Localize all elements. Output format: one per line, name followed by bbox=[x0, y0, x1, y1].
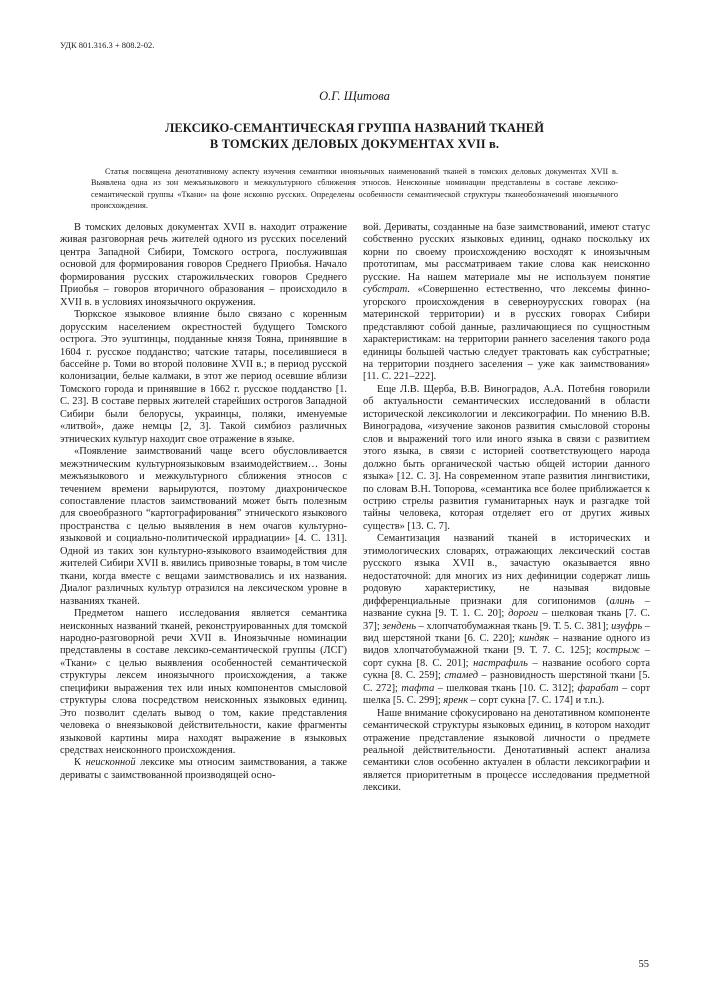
left-column bbox=[60, 222, 347, 922]
definition: – название особого сорта сукна [8. С. 259]; bbox=[363, 657, 650, 682]
paragraph: В томских деловых документах XVII в. находит отражение живая разговорная речь жителей одного из русских поселений центра Западной Сибири, Томского острога, послужившая основой для формирования говоров Среднего Приобья. Начало формирования русских старожильческих говоров Среднего Приобья – говоров вторичного образования – происходило в XVII в. в условиях иноязычного окружения. bbox=[60, 222, 347, 308]
definition: – название сукна [9. Т. 1. С. 20]; bbox=[363, 595, 650, 620]
term: дороги bbox=[508, 608, 539, 620]
article-title bbox=[100, 120, 609, 152]
paragraph: Наше внимание сфокусировано на денотативном компоненте семантической структуры языковых единиц, в котором находит отражение представление языковой личности о предмете реальной действительности. Денотативный аспект анализа семантики слов особенно актуален в области лексикографии и является приоритетным в процессе исследования предметной лексики. bbox=[363, 707, 650, 794]
text-run: «Совершенно естественно, что лексемы финно-угорского происхождения в северноурусских говорах (на материнской территории) и в русских говорах Сибири представляют собой данные, различающиеся по сущностным характеристикам: на территории раннего заселения такого рода единицы большей частью следует трактовать как субстратные; на территории позднего заселения – уже как заимствования» [11. С. 221–222]. bbox=[363, 284, 650, 383]
term: фарабат bbox=[577, 682, 619, 694]
title-line-1: ЛЕКСИКО-СЕМАНТИЧЕСКАЯ ГРУППА НАЗВАНИЙ ТКАНЕЙ bbox=[164, 121, 545, 135]
definition: – вид шерстяной ткани [6. С. 220]; bbox=[363, 620, 651, 644]
text-run: лексике мы относим заимствования, а также дериваты с заимствованной производящей осно- bbox=[60, 757, 348, 781]
definition: – название одного из видов хлопчатобумажной ткани [9. Т. 7. С. 125]; bbox=[363, 632, 651, 657]
term: изуфрь bbox=[611, 620, 643, 632]
paragraph bbox=[363, 222, 650, 384]
term: субстрат. bbox=[363, 284, 410, 296]
definition: – шелковая ткань [10. С. 312]; bbox=[434, 682, 578, 694]
title-line-2: В ТОМСКИХ ДЕЛОВЫХ ДОКУМЕНТАХ XVII в. bbox=[209, 137, 500, 151]
paragraph: «Появление заимствований чаще всего обусловливается межэтническим культурноязыковым взаимодействием… Зоны межъязыкового и межкультурного сближения этносов с течением времени варьируются, поэтому диахроническое сопоставление пластов заимствований может быть полезным для своеобразного “картографирования” этнического языкового пространства с целью выявления в нем очагов культурно-языковой и социально-политической иррадиации» [4. С. 131]. Одной из таких зон культурно-языкового взаимодействия для жителей Сибири XVII в. явились привозные товары, в том числе ткани, когда вместе с вещами заимствовались и их названия. Диалог различных культур отразился на лексическом уровне в названиях тканей. bbox=[60, 446, 347, 607]
term: зендень bbox=[382, 620, 417, 632]
definition: – шелковая ткань [7. С. 37]; bbox=[363, 608, 650, 632]
paragraph bbox=[363, 533, 650, 707]
text-run: вой. Дериваты, созданные на базе заимствований, имеют статус собственно русских языковых единиц, однако поскольку их корни по своему происхождению восходят к иноязычным прототипам, мы рассматриваем такие слова как неисконно русские. На нашем материале мы не используем понятие bbox=[363, 222, 650, 283]
udk-code: УДК 801.316.3 + 808.2-02. bbox=[60, 40, 155, 50]
term: неисконной bbox=[85, 757, 136, 769]
article-body bbox=[60, 222, 650, 922]
right-column bbox=[363, 222, 650, 922]
term: яренк bbox=[443, 695, 469, 707]
term: стамед bbox=[444, 670, 478, 682]
author-name: О.Г. Щитова bbox=[319, 89, 390, 103]
term: кострыж bbox=[596, 645, 640, 657]
definition: – сорт сукна [8. С. 201]; bbox=[363, 645, 651, 669]
definition: – сорт шелка [5. С. 299]; bbox=[363, 682, 650, 707]
definition: – разновидность шерстяной ткани [5. С. 272]; bbox=[363, 670, 650, 694]
term: тафта bbox=[401, 682, 435, 694]
term: киндяк bbox=[519, 632, 550, 644]
definition: – хлопчатобумажная ткань [9. Т. 5. С. 381]; bbox=[416, 620, 612, 632]
page-number: 55 bbox=[638, 959, 649, 970]
paragraph: Еще Л.В. Щерба, В.В. Виноградов, А.А. Потебня говорили об актуальности семантических исследований в области исторической лексикологии и лексикографии. По мнению В.В. Виноградова, «изучение законов развития смысловой стороны слов и выражений того или иного языка в связи с развитием этого языка, в связи с историей соответствующего народа должно быть органической частью общей истории данного языка» [12. С. 3]. На современном этапе развития лингвистики, по словам В.Н. Топорова, «семантика все более приближается к острию стрелы развития гуманитарных наук и разгадке той тайны человека, которая отделяет его от других живых существ» [13. С. 7]. bbox=[363, 383, 650, 532]
paragraph: Предметом нашего исследования является семантика неисконных названий тканей, реконструированных для томской народно-разговорной речи XVII в. Иноязычные номинации представлены в составе лексико-семантической группы (ЛСГ) «Ткани» с целью выявления особенностей семантической структуры лексем иноязычного происхождения, а также специфики выражения тех или иных компонентов смысловой структуры слова посредством неисконных языковых единиц. Это позволит сделать вывод о том, какие представления человека о внеязыковой действительности, какие фрагменты языковой картины мира находят выражение в языковых средствах неисконного происхождения. bbox=[60, 608, 347, 757]
paragraph: Тюркское языковое влияние было связано с коренным дорусским населением окрестностей будущего Томского острога. Это эуштинцы, подданные князя Тояна, принявшие в 1604 г. русское подданство; чатские татары, поселившиеся в бассейне р. Томи во второй половине XVII в.; в период русской колонизации, белые калмаки, в этот же период осевшие вблизи Томского города и принявшие в 1662 г. русское подданство [1. С. 23]. В составе первых жителей старейших острогов Западной Сибири были белорусы, украинцы, поляки, именуемые «литвой», даже немцы [2, 3]. Такой симбиоз различных этнических культур находит свое отражение в языке. bbox=[60, 309, 347, 445]
term: настрафиль bbox=[473, 657, 528, 669]
definition: – сорт сукна [7. С. 174] и т.п.). bbox=[468, 695, 605, 707]
abstract: Статья посвящена денотативному аспекту изучения семантики иноязычных наименований тканей в томских деловых документах XVII в. Выявлена одна из зон межъязыкового и межкультурного сближения этносов. Неисконные номинации представлены в составе лексико-семантической группы «Ткани» на фоне исконно русских. Определены особенности семантической структуры тканеобозначений иноязычного происхождения. bbox=[91, 167, 618, 210]
paragraph bbox=[60, 757, 347, 782]
text-run: Семантизация названий тканей в исторических и этимологических словарях, отражающих лексический состав русского языка XVII в., зачастую оказывается явно недостаточной: для многих из них дефиниции содержат лишь родовую характеристику, не называя видовые дифференциальные признаки для согипонимов ( bbox=[363, 533, 650, 607]
term: алинь bbox=[609, 595, 635, 607]
text-run: К bbox=[74, 757, 86, 769]
